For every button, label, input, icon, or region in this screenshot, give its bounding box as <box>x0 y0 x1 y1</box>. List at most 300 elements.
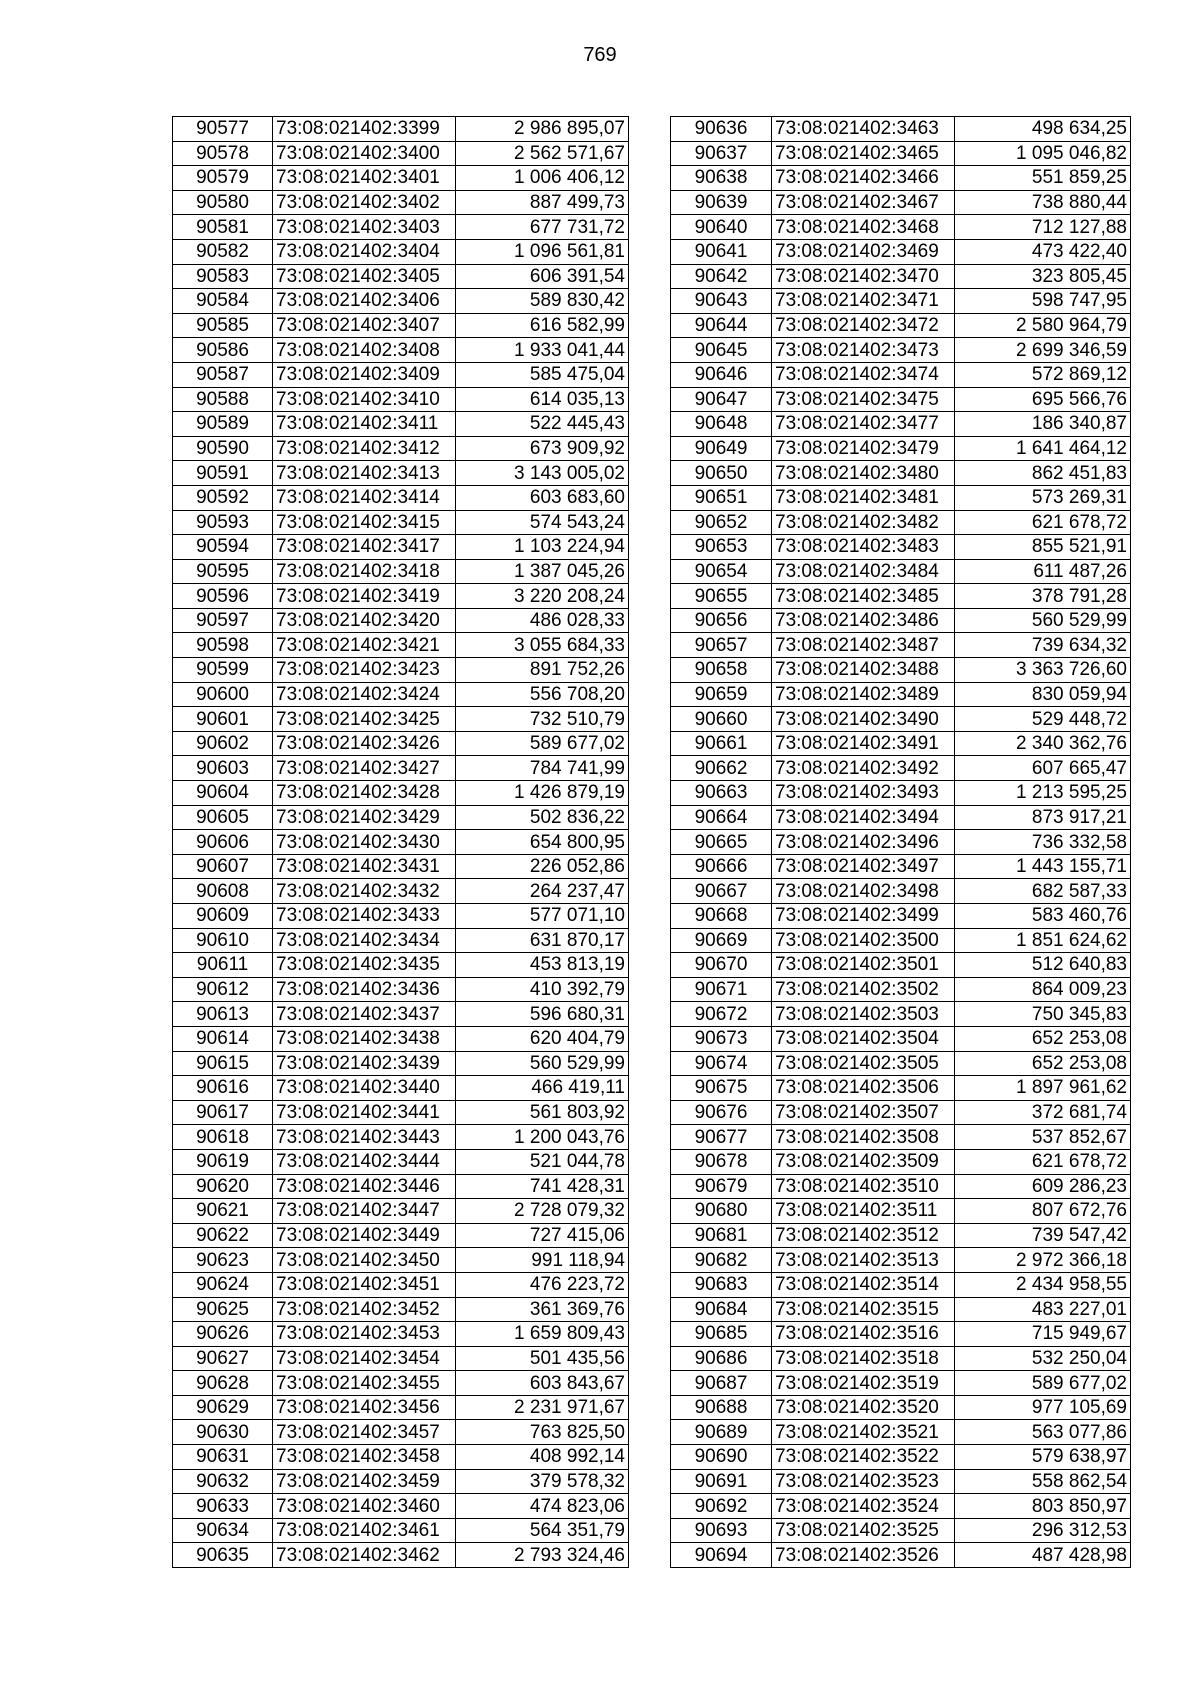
row-number-cell: 90642 <box>671 264 772 289</box>
cadastral-number-cell: 73:08:021402:3439 <box>273 1051 456 1076</box>
value-cell: 712 127,88 <box>955 215 1131 240</box>
value-cell: 598 747,95 <box>955 289 1131 314</box>
table-row <box>173 313 629 338</box>
table-row <box>671 510 1131 535</box>
value-cell: 521 044,78 <box>456 1149 629 1174</box>
value-cell: 556 708,20 <box>456 682 629 707</box>
table-row <box>671 584 1131 609</box>
table-row <box>671 1445 1131 1470</box>
value-cell: 501 435,56 <box>456 1346 629 1371</box>
value-cell: 226 052,86 <box>456 854 629 879</box>
value-cell: 614 035,13 <box>456 387 629 412</box>
table-row <box>173 1297 629 1322</box>
row-number-cell: 90648 <box>671 412 772 437</box>
table-row <box>671 117 1131 142</box>
table-row <box>173 1223 629 1248</box>
row-number-cell: 90692 <box>671 1494 772 1519</box>
row-number-cell: 90579 <box>173 166 273 191</box>
row-number-cell: 90662 <box>671 756 772 781</box>
row-number-cell: 90647 <box>671 387 772 412</box>
value-cell: 609 286,23 <box>955 1174 1131 1199</box>
row-number-cell: 90646 <box>671 362 772 387</box>
row-number-cell: 90683 <box>671 1272 772 1297</box>
value-cell: 573 269,31 <box>955 485 1131 510</box>
table-row <box>671 1469 1131 1494</box>
cadastral-number-cell: 73:08:021402:3526 <box>772 1543 955 1568</box>
value-cell: 1 006 406,12 <box>456 166 629 191</box>
row-number-cell: 90625 <box>173 1297 273 1322</box>
table-row <box>173 436 629 461</box>
value-cell: 583 460,76 <box>955 904 1131 929</box>
table-row <box>173 387 629 412</box>
cadastral-number-cell: 73:08:021402:3421 <box>273 633 456 658</box>
table-row <box>173 1445 629 1470</box>
value-cell: 466 419,11 <box>456 1076 629 1101</box>
cadastral-number-cell: 73:08:021402:3462 <box>273 1543 456 1568</box>
cadastral-number-cell: 73:08:021402:3453 <box>273 1322 456 1347</box>
cadastral-number-cell: 73:08:021402:3429 <box>273 805 456 830</box>
value-cell: 2 580 964,79 <box>955 313 1131 338</box>
table-row <box>671 412 1131 437</box>
row-number-cell: 90637 <box>671 141 772 166</box>
cadastral-number-cell: 73:08:021402:3433 <box>273 904 456 929</box>
row-number-cell: 90653 <box>671 535 772 560</box>
value-cell: 2 986 895,07 <box>456 117 629 142</box>
table-row <box>173 1272 629 1297</box>
row-number-cell: 90609 <box>173 904 273 929</box>
table-row <box>173 682 629 707</box>
cadastral-number-cell: 73:08:021402:3500 <box>772 928 955 953</box>
cadastral-number-cell: 73:08:021402:3415 <box>273 510 456 535</box>
cadastral-number-cell: 73:08:021402:3431 <box>273 854 456 879</box>
table-row <box>173 953 629 978</box>
row-number-cell: 90608 <box>173 879 273 904</box>
cadastral-number-cell: 73:08:021402:3483 <box>772 535 955 560</box>
value-cell: 3 055 684,33 <box>456 633 629 658</box>
table-row <box>671 1420 1131 1445</box>
cadastral-number-cell: 73:08:021402:3460 <box>273 1494 456 1519</box>
row-number-cell: 90606 <box>173 830 273 855</box>
table-row <box>671 977 1131 1002</box>
row-number-cell: 90622 <box>173 1223 273 1248</box>
cadastral-number-cell: 73:08:021402:3468 <box>772 215 955 240</box>
cadastral-number-cell: 73:08:021402:3487 <box>772 633 955 658</box>
row-number-cell: 90589 <box>173 412 273 437</box>
cadastral-number-cell: 73:08:021402:3428 <box>273 781 456 806</box>
row-number-cell: 90679 <box>671 1174 772 1199</box>
value-cell: 572 869,12 <box>955 362 1131 387</box>
table-row <box>173 1395 629 1420</box>
cadastral-number-cell: 73:08:021402:3466 <box>772 166 955 191</box>
row-number-cell: 90644 <box>671 313 772 338</box>
cadastral-number-cell: 73:08:021402:3525 <box>772 1518 955 1543</box>
row-number-cell: 90693 <box>671 1518 772 1543</box>
cadastral-number-cell: 73:08:021402:3440 <box>273 1076 456 1101</box>
row-number-cell: 90656 <box>671 608 772 633</box>
data-table-right <box>670 116 1131 1568</box>
row-number-cell: 90641 <box>671 239 772 264</box>
cadastral-number-cell: 73:08:021402:3399 <box>273 117 456 142</box>
cadastral-number-cell: 73:08:021402:3423 <box>273 658 456 683</box>
table-row <box>173 1026 629 1051</box>
cadastral-number-cell: 73:08:021402:3507 <box>772 1100 955 1125</box>
cadastral-number-cell: 73:08:021402:3494 <box>772 805 955 830</box>
table-row <box>173 485 629 510</box>
row-number-cell: 90671 <box>671 977 772 1002</box>
cadastral-number-cell: 73:08:021402:3485 <box>772 584 955 609</box>
row-number-cell: 90596 <box>173 584 273 609</box>
table-row <box>671 215 1131 240</box>
table-row <box>173 239 629 264</box>
table-row <box>671 1199 1131 1224</box>
cadastral-number-cell: 73:08:021402:3418 <box>273 559 456 584</box>
row-number-cell: 90655 <box>671 584 772 609</box>
value-cell: 3 143 005,02 <box>456 461 629 486</box>
row-number-cell: 90650 <box>671 461 772 486</box>
table-row <box>173 412 629 437</box>
table-row <box>173 1469 629 1494</box>
cadastral-number-cell: 73:08:021402:3492 <box>772 756 955 781</box>
table-row <box>671 731 1131 756</box>
cadastral-number-cell: 73:08:021402:3514 <box>772 1272 955 1297</box>
table-row <box>671 387 1131 412</box>
table-row <box>173 289 629 314</box>
value-cell: 616 582,99 <box>456 313 629 338</box>
value-cell: 558 862,54 <box>955 1469 1131 1494</box>
value-cell: 473 422,40 <box>955 239 1131 264</box>
table-row <box>671 1051 1131 1076</box>
value-cell: 596 680,31 <box>456 1002 629 1027</box>
value-cell: 652 253,08 <box>955 1051 1131 1076</box>
value-cell: 807 672,76 <box>955 1199 1131 1224</box>
cadastral-number-cell: 73:08:021402:3436 <box>273 977 456 1002</box>
value-cell: 2 434 958,55 <box>955 1272 1131 1297</box>
cadastral-number-cell: 73:08:021402:3474 <box>772 362 955 387</box>
table-row <box>671 535 1131 560</box>
value-cell: 727 415,06 <box>456 1223 629 1248</box>
cadastral-number-cell: 73:08:021402:3512 <box>772 1223 955 1248</box>
cadastral-number-cell: 73:08:021402:3419 <box>273 584 456 609</box>
row-number-cell: 90584 <box>173 289 273 314</box>
row-number-cell: 90670 <box>671 953 772 978</box>
row-number-cell: 90599 <box>173 658 273 683</box>
table-row <box>173 904 629 929</box>
table-row <box>173 535 629 560</box>
table-row <box>671 559 1131 584</box>
row-number-cell: 90578 <box>173 141 273 166</box>
table-row <box>173 190 629 215</box>
value-cell: 873 917,21 <box>955 805 1131 830</box>
value-cell: 603 843,67 <box>456 1371 629 1396</box>
cadastral-number-cell: 73:08:021402:3451 <box>273 1272 456 1297</box>
table-row <box>671 1371 1131 1396</box>
row-number-cell: 90587 <box>173 362 273 387</box>
table-row <box>671 485 1131 510</box>
value-cell: 486 028,33 <box>456 608 629 633</box>
cadastral-number-cell: 73:08:021402:3407 <box>273 313 456 338</box>
value-cell: 551 859,25 <box>955 166 1131 191</box>
cadastral-number-cell: 73:08:021402:3403 <box>273 215 456 240</box>
cadastral-number-cell: 73:08:021402:3438 <box>273 1026 456 1051</box>
cadastral-number-cell: 73:08:021402:3480 <box>772 461 955 486</box>
row-number-cell: 90664 <box>671 805 772 830</box>
table-row <box>173 731 629 756</box>
value-cell: 585 475,04 <box>456 362 629 387</box>
table-row <box>173 977 629 1002</box>
cadastral-number-cell: 73:08:021402:3502 <box>772 977 955 1002</box>
value-cell: 887 499,73 <box>456 190 629 215</box>
cadastral-number-cell: 73:08:021402:3521 <box>772 1420 955 1445</box>
value-cell: 3 220 208,24 <box>456 584 629 609</box>
row-number-cell: 90629 <box>173 1395 273 1420</box>
row-number-cell: 90624 <box>173 1272 273 1297</box>
cadastral-number-cell: 73:08:021402:3515 <box>772 1297 955 1322</box>
table-row <box>173 1346 629 1371</box>
cadastral-number-cell: 73:08:021402:3459 <box>273 1469 456 1494</box>
row-number-cell: 90610 <box>173 928 273 953</box>
value-cell: 1 659 809,43 <box>456 1322 629 1347</box>
value-cell: 1 851 624,62 <box>955 928 1131 953</box>
value-cell: 474 823,06 <box>456 1494 629 1519</box>
cadastral-number-cell: 73:08:021402:3455 <box>273 1371 456 1396</box>
table-row <box>671 1395 1131 1420</box>
row-number-cell: 90614 <box>173 1026 273 1051</box>
cadastral-number-cell: 73:08:021402:3458 <box>273 1445 456 1470</box>
table-row <box>671 190 1131 215</box>
row-number-cell: 90627 <box>173 1346 273 1371</box>
value-cell: 855 521,91 <box>955 535 1131 560</box>
table-row <box>173 1125 629 1150</box>
table-row <box>173 756 629 781</box>
value-cell: 563 077,86 <box>955 1420 1131 1445</box>
row-number-cell: 90604 <box>173 781 273 806</box>
row-number-cell: 90626 <box>173 1322 273 1347</box>
table-row <box>173 707 629 732</box>
row-number-cell: 90682 <box>671 1248 772 1273</box>
cadastral-number-cell: 73:08:021402:3482 <box>772 510 955 535</box>
table-row <box>671 904 1131 929</box>
row-number-cell: 90652 <box>671 510 772 535</box>
value-cell: 1 103 224,94 <box>456 535 629 560</box>
value-cell: 864 009,23 <box>955 977 1131 1002</box>
row-number-cell: 90665 <box>671 830 772 855</box>
cadastral-number-cell: 73:08:021402:3408 <box>273 338 456 363</box>
table-row <box>671 707 1131 732</box>
cadastral-number-cell: 73:08:021402:3470 <box>772 264 955 289</box>
value-cell: 621 678,72 <box>955 510 1131 535</box>
table-row <box>671 1174 1131 1199</box>
value-cell: 577 071,10 <box>456 904 629 929</box>
row-number-cell: 90657 <box>671 633 772 658</box>
cadastral-number-cell: 73:08:021402:3524 <box>772 1494 955 1519</box>
table-row <box>671 682 1131 707</box>
cadastral-number-cell: 73:08:021402:3523 <box>772 1469 955 1494</box>
cadastral-number-cell: 73:08:021402:3424 <box>273 682 456 707</box>
table-row <box>671 1346 1131 1371</box>
value-cell: 564 351,79 <box>456 1518 629 1543</box>
value-cell: 738 880,44 <box>955 190 1131 215</box>
cadastral-number-cell: 73:08:021402:3450 <box>273 1248 456 1273</box>
row-number-cell: 90684 <box>671 1297 772 1322</box>
table-row <box>671 854 1131 879</box>
cadastral-number-cell: 73:08:021402:3511 <box>772 1199 955 1224</box>
row-number-cell: 90687 <box>671 1371 772 1396</box>
row-number-cell: 90672 <box>671 1002 772 1027</box>
value-cell: 453 813,19 <box>456 953 629 978</box>
row-number-cell: 90688 <box>671 1395 772 1420</box>
cadastral-number-cell: 73:08:021402:3499 <box>772 904 955 929</box>
row-number-cell: 90675 <box>671 1076 772 1101</box>
cadastral-number-cell: 73:08:021402:3484 <box>772 559 955 584</box>
value-cell: 750 345,83 <box>955 1002 1131 1027</box>
value-cell: 732 510,79 <box>456 707 629 732</box>
cadastral-number-cell: 73:08:021402:3472 <box>772 313 955 338</box>
table-row <box>671 166 1131 191</box>
row-number-cell: 90611 <box>173 953 273 978</box>
table-row <box>671 338 1131 363</box>
value-cell: 763 825,50 <box>456 1420 629 1445</box>
row-number-cell: 90590 <box>173 436 273 461</box>
row-number-cell: 90691 <box>671 1469 772 1494</box>
cadastral-number-cell: 73:08:021402:3475 <box>772 387 955 412</box>
table-row <box>173 1100 629 1125</box>
cadastral-number-cell: 73:08:021402:3412 <box>273 436 456 461</box>
row-number-cell: 90631 <box>173 1445 273 1470</box>
cadastral-number-cell: 73:08:021402:3467 <box>772 190 955 215</box>
row-number-cell: 90612 <box>173 977 273 1002</box>
table-row <box>173 1199 629 1224</box>
table-row <box>173 1149 629 1174</box>
row-number-cell: 90617 <box>173 1100 273 1125</box>
row-number-cell: 90678 <box>671 1149 772 1174</box>
row-number-cell: 90690 <box>671 1445 772 1470</box>
value-cell: 2 728 079,32 <box>456 1199 629 1224</box>
cadastral-number-cell: 73:08:021402:3417 <box>273 535 456 560</box>
table-row <box>671 1322 1131 1347</box>
table-row <box>671 1076 1131 1101</box>
cadastral-number-cell: 73:08:021402:3404 <box>273 239 456 264</box>
row-number-cell: 90623 <box>173 1248 273 1273</box>
value-cell: 695 566,76 <box>955 387 1131 412</box>
row-number-cell: 90583 <box>173 264 273 289</box>
cadastral-number-cell: 73:08:021402:3426 <box>273 731 456 756</box>
row-number-cell: 90643 <box>671 289 772 314</box>
cadastral-number-cell: 73:08:021402:3427 <box>273 756 456 781</box>
value-cell: 574 543,24 <box>456 510 629 535</box>
table-row <box>173 608 629 633</box>
table-row <box>671 461 1131 486</box>
value-cell: 1 095 046,82 <box>955 141 1131 166</box>
cadastral-number-cell: 73:08:021402:3411 <box>273 412 456 437</box>
row-number-cell: 90667 <box>671 879 772 904</box>
value-cell: 186 340,87 <box>955 412 1131 437</box>
cadastral-number-cell: 73:08:021402:3401 <box>273 166 456 191</box>
table-row <box>671 756 1131 781</box>
value-cell: 607 665,47 <box>955 756 1131 781</box>
value-cell: 2 699 346,59 <box>955 338 1131 363</box>
row-number-cell: 90577 <box>173 117 273 142</box>
cadastral-number-cell: 73:08:021402:3496 <box>772 830 955 855</box>
cadastral-number-cell: 73:08:021402:3465 <box>772 141 955 166</box>
row-number-cell: 90674 <box>671 1051 772 1076</box>
row-number-cell: 90681 <box>671 1223 772 1248</box>
row-number-cell: 90582 <box>173 239 273 264</box>
cadastral-number-cell: 73:08:021402:3447 <box>273 1199 456 1224</box>
table-row <box>173 805 629 830</box>
value-cell: 522 445,43 <box>456 412 629 437</box>
table-row <box>671 1002 1131 1027</box>
cadastral-number-cell: 73:08:021402:3491 <box>772 731 955 756</box>
value-cell: 606 391,54 <box>456 264 629 289</box>
row-number-cell: 90620 <box>173 1174 273 1199</box>
cadastral-number-cell: 73:08:021402:3488 <box>772 658 955 683</box>
value-cell: 1 096 561,81 <box>456 239 629 264</box>
table-row <box>173 1248 629 1273</box>
value-cell: 2 972 366,18 <box>955 1248 1131 1273</box>
value-cell: 631 870,17 <box>456 928 629 953</box>
value-cell: 537 852,67 <box>955 1125 1131 1150</box>
cadastral-number-cell: 73:08:021402:3493 <box>772 781 955 806</box>
table-row <box>173 264 629 289</box>
table-row <box>671 239 1131 264</box>
cadastral-number-cell: 73:08:021402:3481 <box>772 485 955 510</box>
value-cell: 715 949,67 <box>955 1322 1131 1347</box>
row-number-cell: 90595 <box>173 559 273 584</box>
table-row <box>671 1272 1131 1297</box>
value-cell: 862 451,83 <box>955 461 1131 486</box>
table-row <box>173 781 629 806</box>
value-cell: 1 443 155,71 <box>955 854 1131 879</box>
table-row <box>671 830 1131 855</box>
table-row <box>173 1518 629 1543</box>
row-number-cell: 90592 <box>173 485 273 510</box>
value-cell: 1 933 041,44 <box>456 338 629 363</box>
table-body <box>671 117 1131 1568</box>
value-cell: 784 741,99 <box>456 756 629 781</box>
row-number-cell: 90602 <box>173 731 273 756</box>
row-number-cell: 90673 <box>671 1026 772 1051</box>
table-row <box>671 928 1131 953</box>
table-row <box>671 879 1131 904</box>
row-number-cell: 90635 <box>173 1543 273 1568</box>
value-cell: 487 428,98 <box>955 1543 1131 1568</box>
cadastral-number-cell: 73:08:021402:3463 <box>772 117 955 142</box>
value-cell: 372 681,74 <box>955 1100 1131 1125</box>
cadastral-number-cell: 73:08:021402:3519 <box>772 1371 955 1396</box>
row-number-cell: 90628 <box>173 1371 273 1396</box>
value-cell: 1 897 961,62 <box>955 1076 1131 1101</box>
value-cell: 560 529,99 <box>955 608 1131 633</box>
cadastral-number-cell: 73:08:021402:3446 <box>273 1174 456 1199</box>
value-cell: 677 731,72 <box>456 215 629 240</box>
table-row <box>173 658 629 683</box>
table-row <box>671 362 1131 387</box>
cadastral-number-cell: 73:08:021402:3505 <box>772 1051 955 1076</box>
row-number-cell: 90605 <box>173 805 273 830</box>
table-row <box>173 1174 629 1199</box>
table-row <box>671 1297 1131 1322</box>
table-row <box>671 1026 1131 1051</box>
cadastral-number-cell: 73:08:021402:3457 <box>273 1420 456 1445</box>
row-number-cell: 90601 <box>173 707 273 732</box>
table-row <box>671 633 1131 658</box>
value-cell: 620 404,79 <box>456 1026 629 1051</box>
value-cell: 410 392,79 <box>456 977 629 1002</box>
cadastral-number-cell: 73:08:021402:3469 <box>772 239 955 264</box>
value-cell: 3 363 726,60 <box>955 658 1131 683</box>
value-cell: 741 428,31 <box>456 1174 629 1199</box>
value-cell: 739 547,42 <box>955 1223 1131 1248</box>
